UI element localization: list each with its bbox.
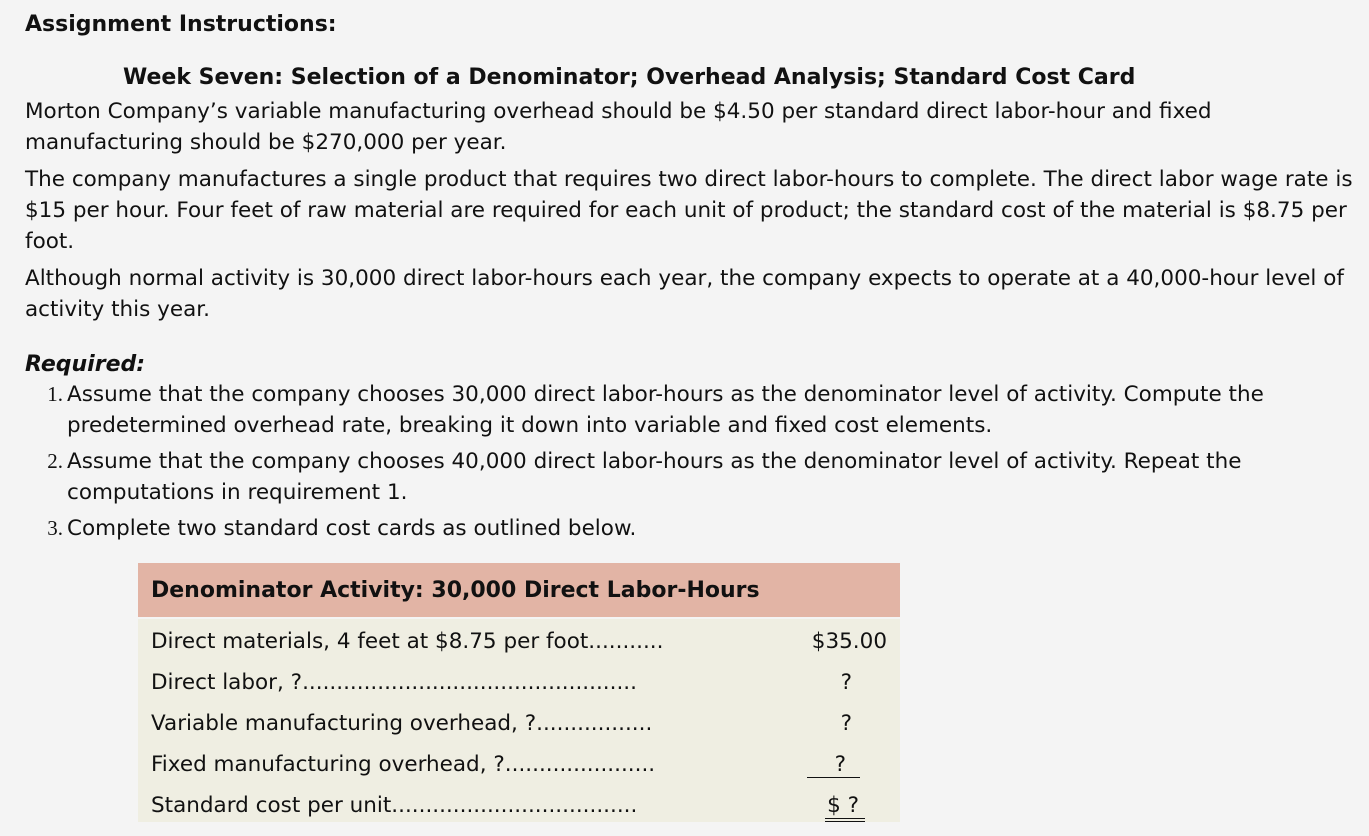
cost-row-label: Fixed manufacturing overhead, ?......................	[151, 752, 656, 777]
requirement-number: 3.	[47, 516, 63, 540]
requirement-text: Assume that the company chooses 40,000 direct labor-hours as the denominator level of activity. Repeat the computations in requirement 1.	[67, 449, 1242, 505]
requirement-text: Complete two standard cost cards as outlined below.	[67, 516, 637, 541]
requirement-number: 2.	[47, 449, 63, 473]
cost-row-label: Variable manufacturing overhead, ?.................	[151, 711, 653, 736]
cost-card-title: Denominator Activity: 30,000 Direct Labor-Hours	[138, 563, 900, 619]
requirement-item	[25, 446, 1355, 508]
cost-row-amount: ?	[840, 711, 852, 736]
requirement-number: 1.	[47, 382, 63, 406]
cost-row-label: Direct materials, 4 feet at $8.75 per foot...........	[151, 629, 664, 654]
cost-row-amount: ?	[807, 752, 860, 778]
assignment-heading: Assignment Instructions:	[25, 12, 337, 37]
requirements-list	[25, 379, 1355, 544]
cost-row-amount: $35.00	[811, 629, 887, 654]
cost-row-label: Standard cost per unit....................................	[151, 793, 638, 818]
cost-row-variable-overhead	[138, 705, 900, 746]
requirement-text: Assume that the company chooses 30,000 direct labor-hours as the denominator level of activity. Compute the predetermined overhead rate, breaking it down into variable and fixed cost elements.	[67, 382, 1264, 438]
cost-row-standard-cost	[138, 787, 900, 828]
requirement-item	[25, 379, 1355, 441]
cost-row-amount: $ ?	[825, 793, 865, 822]
requirement-item	[25, 513, 1355, 544]
paragraph-overhead: Morton Company’s variable manufacturing overhead should be $4.50 per standard direct labor-hour and fixed manufacturing should be $270,000 per year.	[25, 99, 1212, 155]
week-title: Week Seven: Selection of a Denominator; Overhead Analysis; Standard Cost Card	[123, 65, 1136, 90]
cost-row-direct-labor	[138, 664, 900, 705]
standard-cost-card	[138, 563, 900, 822]
cost-row-fixed-overhead	[138, 746, 900, 787]
cost-row-amount: ?	[840, 670, 852, 695]
paragraph-product: The company manufactures a single product that requires two direct labor-hours to complete. The direct labor wage rate is $15 per hour. Four feet of raw material are required for each unit of product; the standard cost of the material is $8.75 per foot.	[25, 167, 1353, 254]
assignment-page	[25, 8, 1355, 549]
cost-row-direct-materials	[138, 623, 900, 664]
paragraph-activity: Although normal activity is 30,000 direct labor-hours each year, the company expects to operate at a 40,000-hour level of activity this year.	[25, 266, 1344, 322]
cost-row-label: Direct labor, ?.................................................	[151, 670, 637, 695]
required-label: Required:	[25, 352, 146, 377]
